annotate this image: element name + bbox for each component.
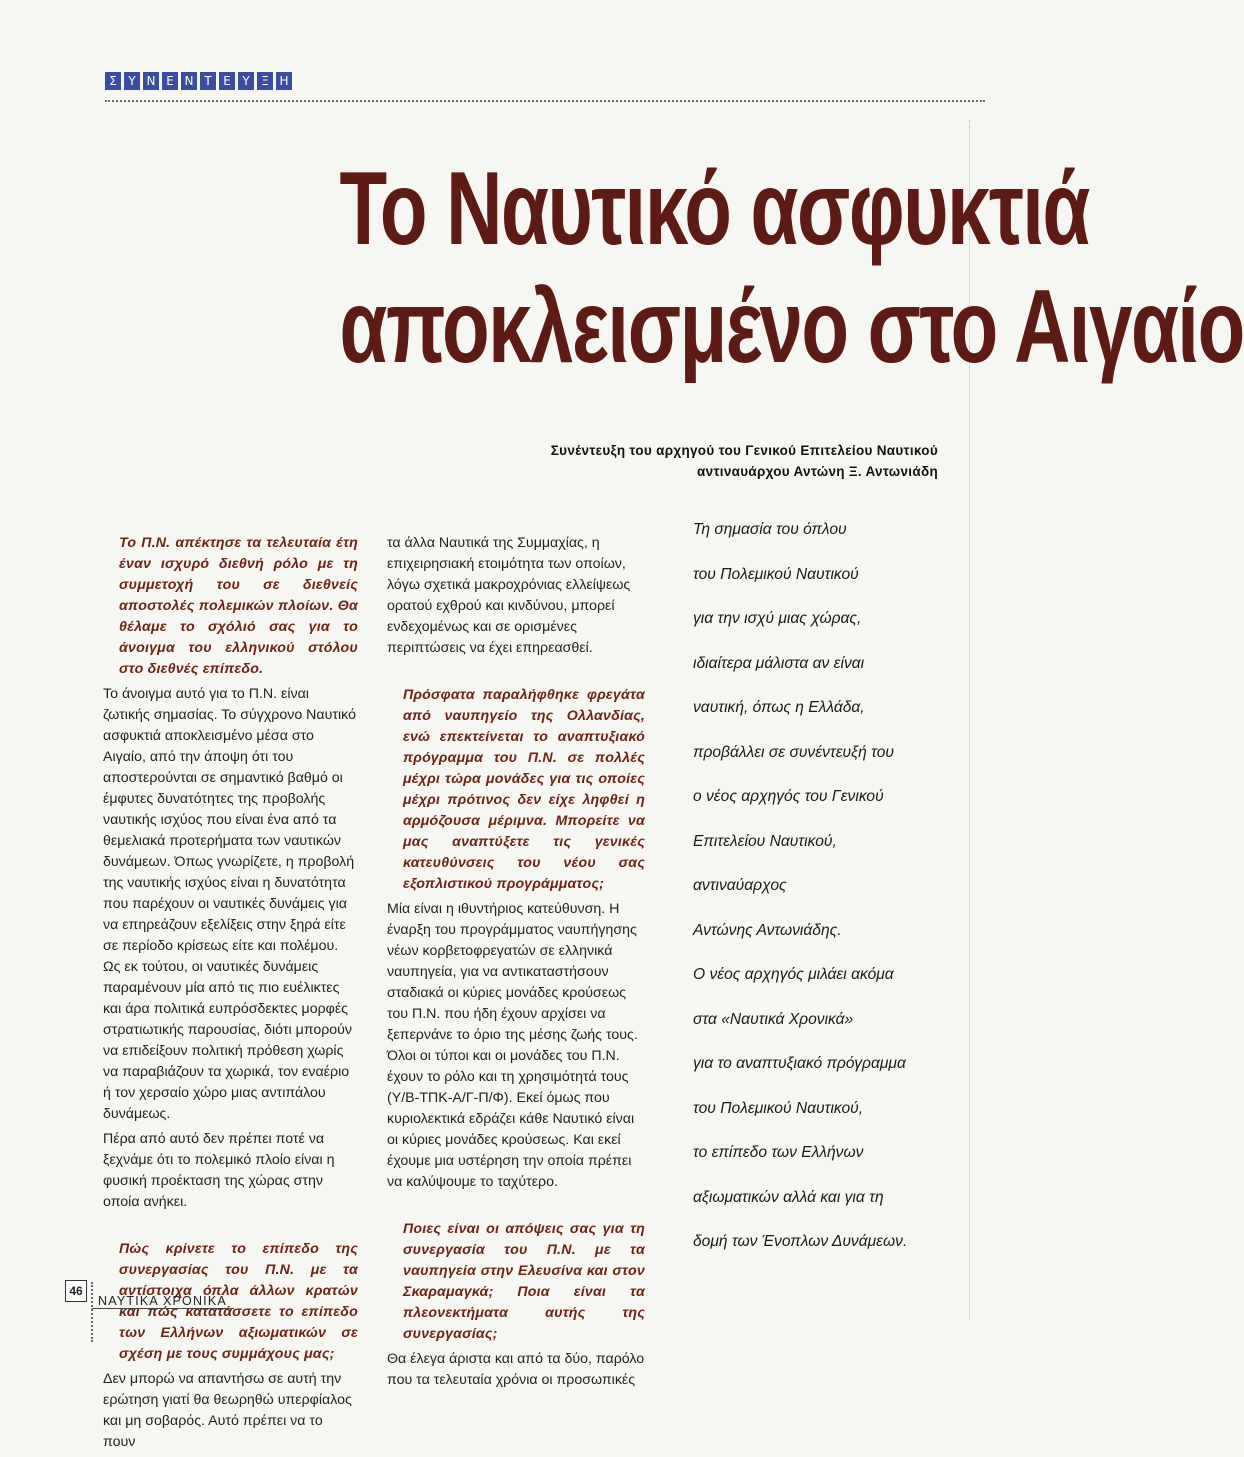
pull-quote-line: Αντώνης Αντωνιάδης. bbox=[693, 921, 842, 939]
interview-answer: τα άλλα Ναυτικά της Συμμαχίας, η επιχειρησιακή ετοιμότητα των οποίων, λόγω σχετικά μακροχρόνιας ελλείψεως ορατού εχθρού και κινδύνου, μπορεί ενδεχομένως και σε ορισμένες περιπτώσεις να έχει επηρεασθεί. bbox=[387, 535, 631, 656]
section-tag-letter: Υ bbox=[124, 72, 140, 90]
pull-quote-line: Επιτελείου Ναυτικού, bbox=[693, 832, 837, 850]
section-tag-letter: Σ bbox=[105, 72, 121, 90]
title-line-1: Το Ναυτικό ασφυκτιά bbox=[339, 151, 1089, 267]
interview-answer: Μία είναι η ιθυντήριος κατεύθυνση. Η έναρξη του προγράμματος ναυπήγησης νέων κορβετοφρεγατών σε ελληνικά ναυπηγεία, για να αντικαταστήσουν σταδιακά οι κύριες μονάδες κρούσεως του Π.Ν. που ήδη έχουν αρχίσει να ξεπερνάνε το όριο της μέσης ζωής τους. Όλοι οι τύποι και οι μονάδες του Π.Ν. έχουν το ρόλο και τη χρησιμότητά τους (Υ/Β-ΤΠΚ-Α/Γ-Π/Φ). Εκεί όμως που κυριολεκτικά εδράζει κάθε Ναυτικό είναι οι κύριες μονάδες κρούσεως. Και εκεί έχουμε μια υστέρηση την οποία πρέπει να καλύψουμε το ταχύτερο. bbox=[387, 901, 638, 1190]
section-tag-letter: Ν bbox=[143, 72, 159, 90]
top-dotted-rule bbox=[105, 100, 985, 102]
section-tag-letter: Ε bbox=[219, 72, 235, 90]
section-tag-letter: Η bbox=[276, 72, 292, 90]
pull-quote-line: Ο νέος αρχηγός μιλάει ακόμα bbox=[693, 966, 894, 983]
interview-answer: Δεν μπορώ να απαντήσω σε αυτή την ερώτηση γιατί θα θεωρηθώ υπερφίαλος και μη σοβαρός. Αυτό πρέπει να το πουν bbox=[103, 1371, 352, 1450]
pull-quote-line: για το αναπτυξιακό πρόγραμμα bbox=[693, 1055, 906, 1072]
byline-line-2: αντιναυάρχου Αντώνη Ξ. Αντωνιάδη bbox=[697, 464, 938, 479]
section-tag-letter: Ε bbox=[162, 72, 178, 90]
pull-quote-line: ο νέος αρχηγός του Γενικού bbox=[693, 788, 884, 805]
pull-quote-line: του Πολεμικού Ναυτικού, bbox=[693, 1099, 864, 1117]
interview-answer: Πέρα από αυτό δεν πρέπει ποτέ να ξεχνάμε ότι το πολεμικό πλοίο είναι η φυσική προέκταση της χώρας στην οποία ανήκει. bbox=[103, 1131, 335, 1210]
footer-dotted-rule bbox=[91, 1282, 93, 1342]
section-tag-letter: Τ bbox=[200, 72, 216, 90]
pull-quote-line: δομή των Ένοπλων Δυνάμεων. bbox=[693, 1233, 908, 1250]
section-tag-letter: Ξ bbox=[257, 72, 273, 90]
byline-line-1: Συνέντευξη του αρχηγού του Γενικού Επιτελείου Ναυτικού bbox=[550, 443, 938, 458]
text-column-1 bbox=[103, 533, 358, 1457]
text-column-2 bbox=[387, 533, 645, 1395]
interview-answer: Το άνοιγμα αυτό για το Π.Ν. είναι ζωτικής σημασίας. Το σύγχρονο Ναυτικό ασφυκτιά αποκλεισμένο μέσα στο Αιγαίο, από την άποψη ότι του αποστερούνται σε σημαντικό βαθμό οι έμφυτες δυνατότητες της προβολής ναυτικής ισχύος που είναι ένα από τα θεμελιακά προτερήματα των ναυτικών δυνάμεων. Όπως γνωρίζετε, η προβολή της ναυτικής ισχύος είναι η δυνατότητα που παρέχουν οι ναυτικές δυνάμεις για να επηρεάζουν εξελίξεις στην ξηρά είτε σε περίοδο κρίσεως είτε και πολέμου. Ως εκ τούτου, οι ναυτικές δυνάμεις παραμένουν μία από τις πιο ευέλικτες και άρα πολιτικά ευπρόσδεκτες μορφές στρατιωτικής παρουσίας, διότι μπορούν να επιδείξουν πολιτική πρόθεση χωρίς να παραβιάζουν τα χωρικά, τον εναέριο ή τον χερσαίο χώρο μιας αντιπάλου δυνάμεως. bbox=[103, 686, 356, 1122]
pull-quote bbox=[693, 508, 948, 1265]
magazine-name: ΝΑΥΤΙΚΑ ΧΡΟΝΙΚΑ bbox=[98, 1294, 227, 1308]
pull-quote-line: το επίπεδο των Ελλήνων bbox=[693, 1144, 864, 1161]
interview-question: Πρόσφατα παραλήφθηκε φρεγάτα από ναυπηγείο της Ολλανδίας, ενώ επεκτείνεται το αναπτυξιακό πρόγραμμα του Π.Ν. σε πολλές μέχρι τώρα μονάδες για τις οποίες μέχρι πρότινος δεν είχε ληφθεί η αρμόζουσα μέριμνα. Μπορείτε να μας αναπτύξετε τις γενικές κατευθύνσεις του νέου σας εξοπλιστικού προγράμματος; bbox=[403, 687, 645, 892]
title-line-2: αποκλεισμένο στο Αιγαίο bbox=[339, 269, 1244, 385]
byline bbox=[551, 440, 938, 482]
pull-quote-line: ιδιαίτερα μάλιστα αν είναι bbox=[693, 654, 865, 672]
interview-question: Πώς κρίνετε το επίπεδο της συνεργασίας του Π.Ν. με τα αντίστοιχα όπλα άλλων κρατών και πώς κατατάσσετε το επίπεδο των Ελλήνων αξιωματικών σε σχέση με τους συμμάχους μας; bbox=[119, 1241, 358, 1362]
pull-quote-line: του Πολεμικού Ναυτικού bbox=[693, 565, 859, 583]
interview-question: Το Π.Ν. απέκτησε τα τελευταία έτη έναν ισχυρό διεθνή ρόλο με τη συμμετοχή του σε διεθνείς αποστολές πολεμικών πλοίων. Θα θέλαμε το σχόλιό σας για το άνοιγμα του ελληνικού στόλου στο διεθνές επίπεδο. bbox=[119, 535, 358, 677]
pull-quote-line: ναυτική, όπως η Ελλάδα, bbox=[693, 699, 865, 716]
pull-quote-line: αντιναύαρχος bbox=[693, 877, 787, 894]
pull-quote-line: προβάλλει σε συνέντευξή του bbox=[693, 743, 894, 761]
pull-quote-line: στα «Ναυτικά Χρονικά» bbox=[693, 1010, 854, 1028]
footer-rule bbox=[92, 1308, 234, 1309]
pull-quote-line: αξιωματικών αλλά και για τη bbox=[693, 1188, 884, 1206]
page-number: 46 bbox=[65, 1280, 87, 1302]
pull-quote-line: για την ισχύ μιας χώρας, bbox=[693, 610, 862, 627]
pull-quote-line: Τη σημασία του όπλου bbox=[693, 521, 847, 538]
interview-answer: Θα έλεγα άριστα και από τα δύο, παρόλο που τα τελευταία χρόνια οι προσωπικές bbox=[387, 1351, 645, 1388]
section-tag-letter: Ν bbox=[181, 72, 197, 90]
interview-question: Ποιες είναι οι απόψεις σας για τη συνεργασία του Π.Ν. με τα ναυπηγεία στην Ελευσίνα και στον Σκαραμαγκά; Ποια είναι τα πλεονεκτήματα αυτής της συνεργασίας; bbox=[403, 1221, 645, 1342]
section-tag-letter: Υ bbox=[238, 72, 254, 90]
article-title bbox=[339, 150, 1244, 386]
section-tag bbox=[105, 72, 292, 90]
